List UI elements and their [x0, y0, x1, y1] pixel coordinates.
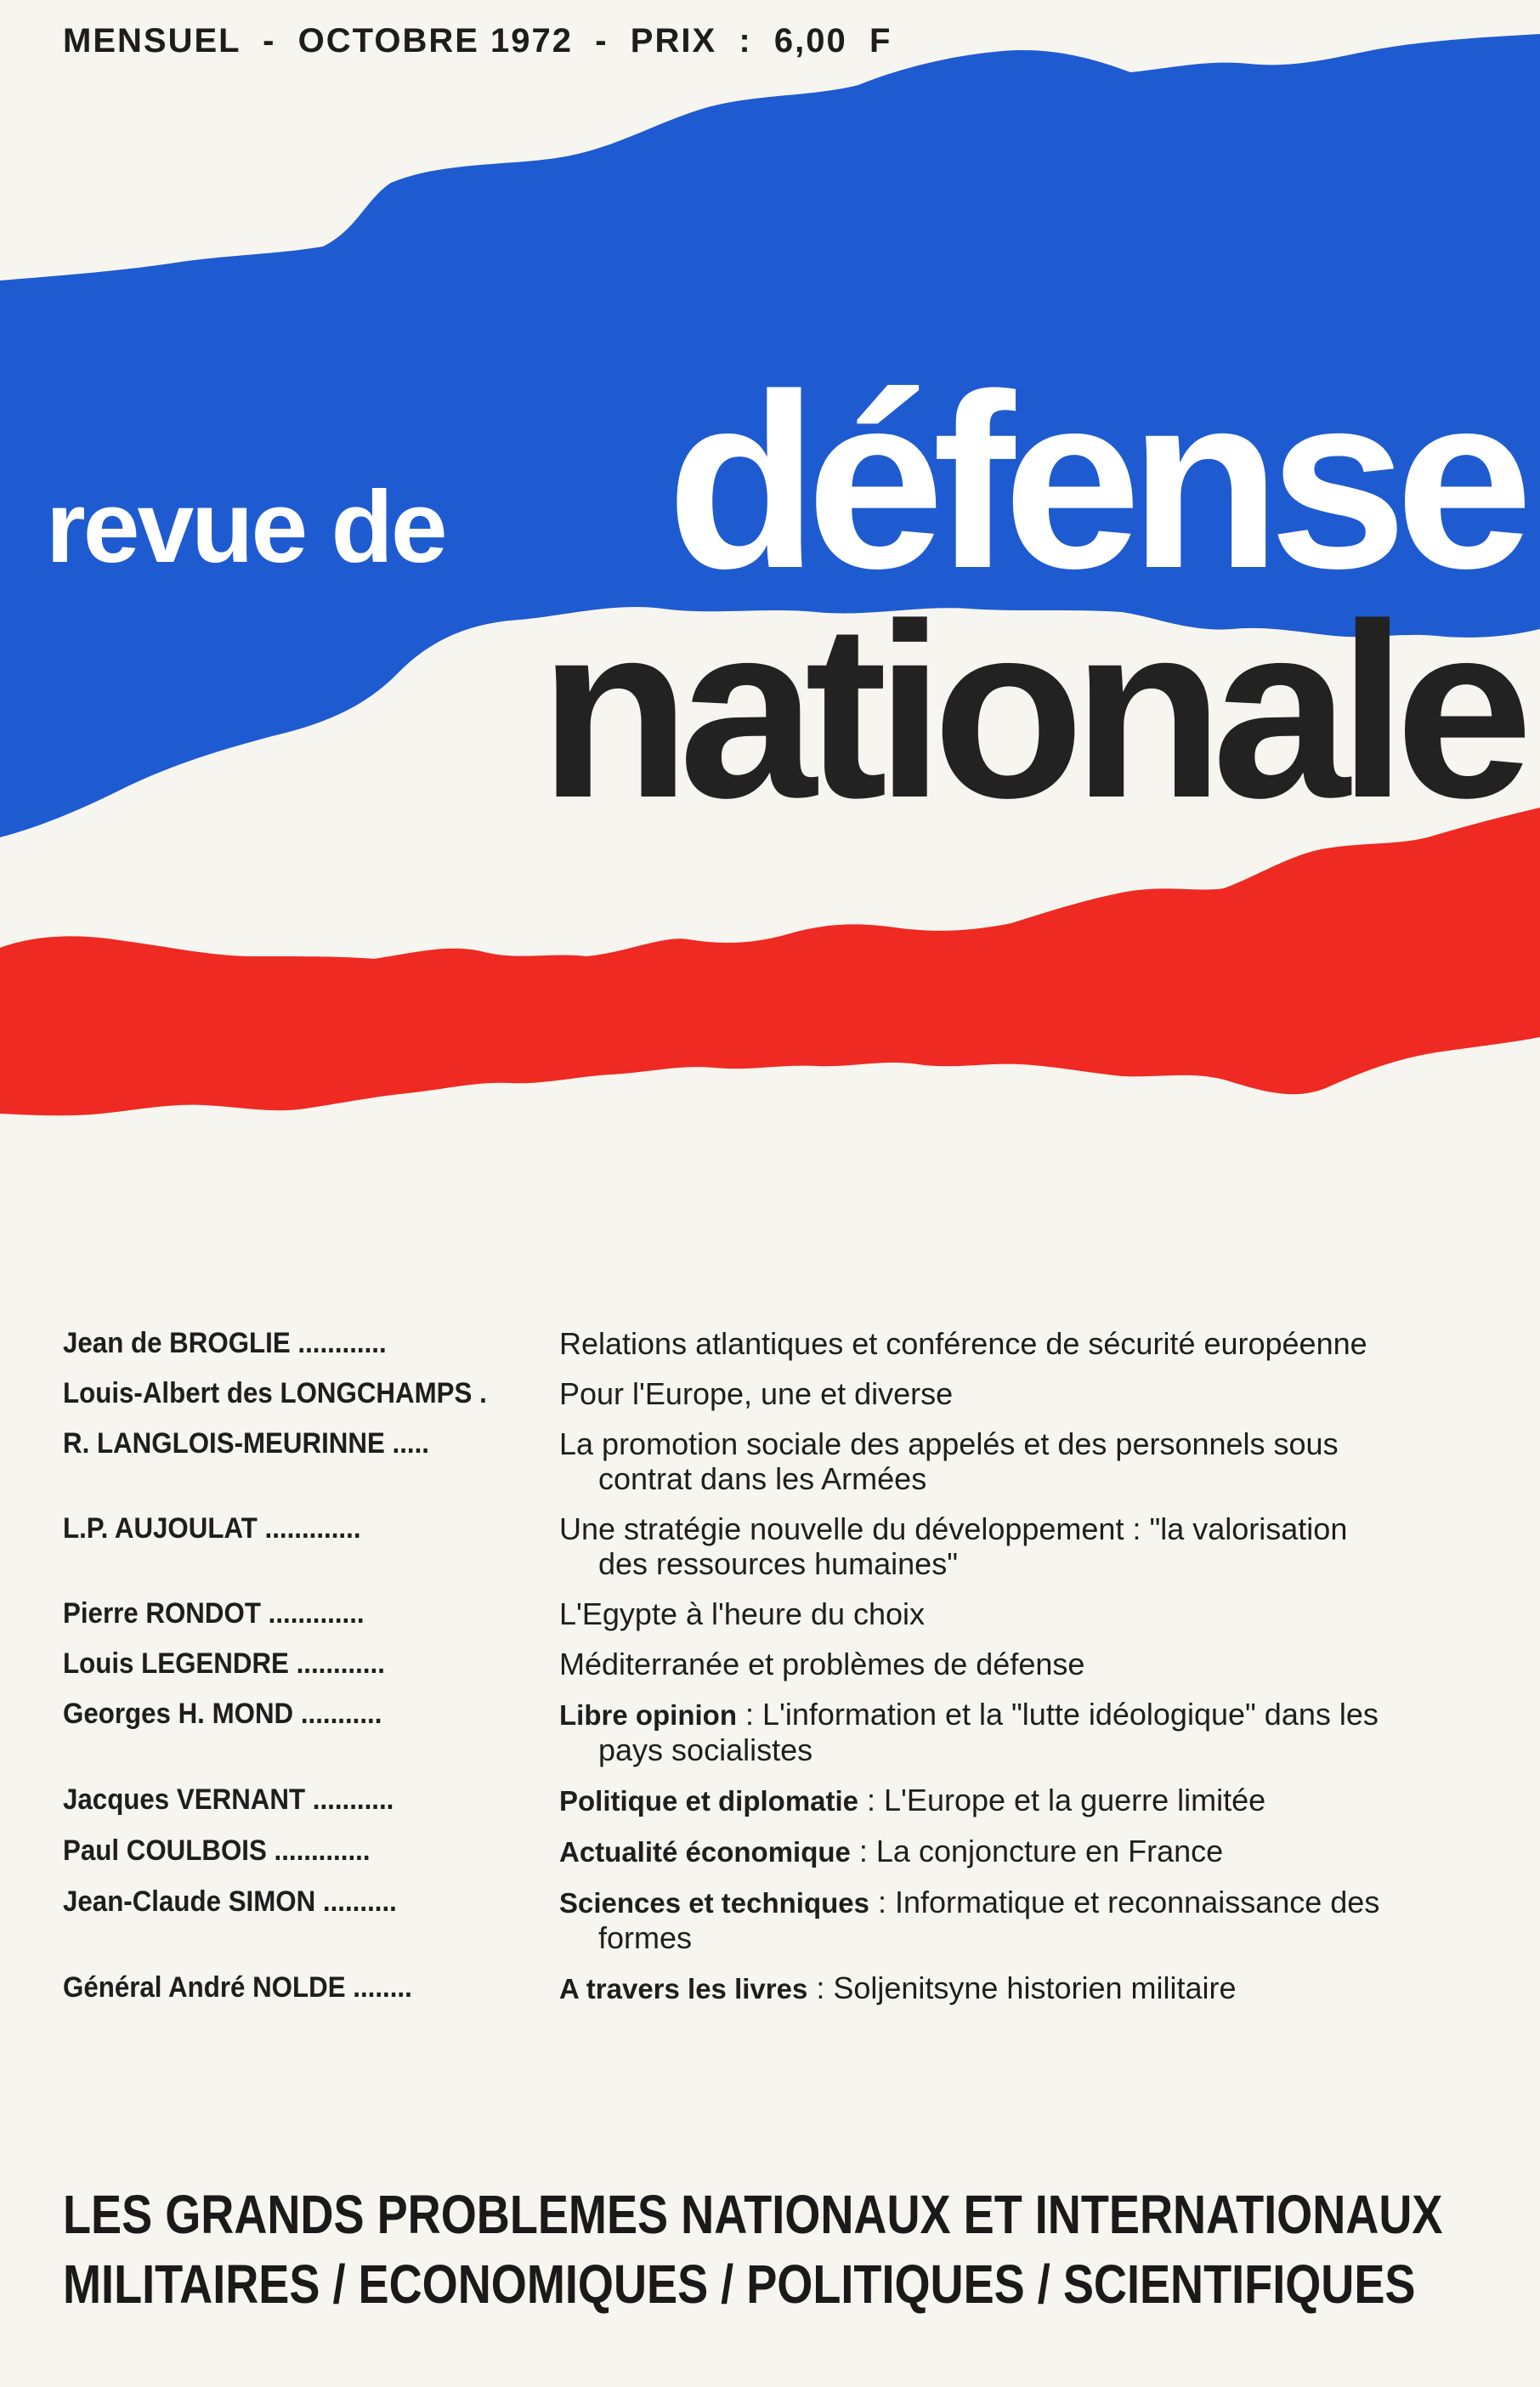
- toc-article-title-cont: formes: [598, 1920, 693, 1955]
- toc-author-name: Jacques VERNANT: [63, 1783, 306, 1816]
- toc-author: [63, 1697, 519, 1767]
- toc-author-name: Jean de BROGLIE: [63, 1327, 291, 1359]
- toc-article-title-cont: pays socialistes: [598, 1732, 813, 1767]
- toc-article-line: [559, 1885, 1379, 1919]
- toc-article-title: : L'Europe et la guerre limitée: [858, 1783, 1266, 1817]
- toc-author-name: Général André NOLDE: [63, 1971, 346, 2004]
- toc-leader-dots: ...........: [305, 1783, 394, 1816]
- toc-row: [63, 1783, 1491, 1818]
- toc-author: [63, 1970, 519, 2006]
- toc-article-line: [559, 1647, 1084, 1681]
- toc-article-line: [559, 1596, 925, 1631]
- toc-author-name: Jean-Claude SIMON: [63, 1885, 316, 1918]
- toc-author-name: Pierre RONDOT: [63, 1597, 261, 1630]
- toc-author-name: Louis LEGENDRE: [63, 1647, 289, 1680]
- toc-row: [63, 1596, 1491, 1631]
- toc-row: [63, 1697, 1491, 1767]
- toc-article: [559, 1970, 1491, 2006]
- table-of-contents: [63, 1326, 1491, 2021]
- toc-article-title: Relations atlantiques et conférence de sécurité européenne: [559, 1326, 1367, 1361]
- toc-row: [63, 1970, 1491, 2006]
- toc-article: [559, 1885, 1491, 1955]
- toc-article-title: : Soljenitsyne historien militaire: [807, 1970, 1237, 2005]
- toc-author: [63, 1511, 519, 1581]
- toc-author-name: Louis-Albert des LONGCHAMPS: [63, 1377, 473, 1409]
- toc-article-title: : L'information et la "lutte idéologique" dans les: [736, 1697, 1379, 1732]
- masthead-revue-de: revue de: [46, 470, 445, 584]
- toc-author-name: L.P. AUJOULAT: [63, 1512, 258, 1545]
- footer-tagline-1: LES GRANDS PROBLEMES NATIONAUX ET INTERNATIONAUX: [63, 2184, 1443, 2245]
- toc-article-title-cont: contrat dans les Armées: [598, 1461, 927, 1496]
- toc-leader-dots: .: [472, 1377, 487, 1409]
- toc-article-title-cont: des ressources humaines": [598, 1546, 958, 1581]
- toc-article-line: [559, 1697, 1379, 1732]
- toc-rubric: Politique et diplomatie: [559, 1785, 859, 1817]
- toc-article-line: [559, 1511, 1347, 1546]
- toc-row: [63, 1885, 1491, 1955]
- toc-author-name: R. LANGLOIS-MEURINNE: [63, 1427, 385, 1460]
- toc-rubric: Libre opinion: [559, 1699, 737, 1731]
- toc-leader-dots: .............: [266, 1834, 371, 1867]
- masthead-nationale: nationale: [539, 572, 1521, 849]
- toc-article-title: Pour l'Europe, une et diverse: [559, 1376, 954, 1411]
- toc-row: [63, 1426, 1491, 1496]
- toc-row: [63, 1376, 1491, 1411]
- toc-article: [559, 1596, 1491, 1631]
- toc-rubric: A travers les livres: [559, 1973, 808, 2004]
- red-torn-band: [0, 808, 1540, 1115]
- issue-info-line: MENSUEL - OCTOBRE 1972 - PRIX : 6,00 F: [63, 22, 892, 60]
- toc-author: [63, 1647, 519, 1681]
- toc-article-title: La promotion sociale des appelés et des personnels sous: [559, 1426, 1339, 1461]
- toc-article: [559, 1834, 1491, 1869]
- masthead-defense: défense: [666, 343, 1521, 620]
- toc-article-title: : Informatique et reconnaissance des: [869, 1885, 1380, 1919]
- toc-leader-dots: ............: [290, 1327, 387, 1359]
- toc-author: [63, 1376, 519, 1411]
- toc-author: [63, 1834, 519, 1869]
- toc-author: [63, 1783, 519, 1818]
- toc-rubric: Sciences et techniques: [559, 1887, 869, 1919]
- toc-row: [63, 1834, 1491, 1869]
- toc-article-line: [559, 1376, 953, 1411]
- toc-row: [63, 1647, 1491, 1681]
- toc-article: [559, 1697, 1491, 1767]
- toc-row: [63, 1511, 1491, 1581]
- toc-article: [559, 1783, 1491, 1818]
- toc-article-title: Une stratégie nouvelle du développement : "la valorisation: [559, 1511, 1348, 1546]
- toc-author: [63, 1326, 519, 1361]
- toc-leader-dots: .............: [257, 1512, 361, 1545]
- toc-article: [559, 1326, 1491, 1361]
- toc-row: [63, 1326, 1491, 1361]
- toc-article: [559, 1511, 1491, 1581]
- toc-article-line: [559, 1834, 1223, 1868]
- toc-article-title: Méditerranée et problèmes de défense: [559, 1647, 1085, 1681]
- toc-author: [63, 1596, 519, 1631]
- toc-author: [63, 1885, 519, 1955]
- toc-author-name: Georges H. MOND: [63, 1698, 294, 1730]
- toc-article-line: [559, 1326, 1367, 1361]
- toc-article-line: [559, 1970, 1237, 2005]
- toc-leader-dots: ..........: [315, 1885, 397, 1918]
- toc-author: [63, 1426, 519, 1496]
- toc-leader-dots: .............: [260, 1597, 365, 1630]
- toc-article-title: : La conjoncture en France: [850, 1834, 1224, 1868]
- toc-article: [559, 1376, 1491, 1411]
- toc-leader-dots: ............: [288, 1647, 385, 1680]
- toc-leader-dots: .....: [384, 1427, 429, 1460]
- toc-leader-dots: ........: [345, 1971, 412, 2004]
- toc-leader-dots: ...........: [293, 1698, 382, 1730]
- footer-tagline-2: MILITAIRES / ECONOMIQUES / POLITIQUES / SCIENTIFIQUES: [63, 2254, 1416, 2315]
- toc-article-line: [559, 1783, 1265, 1817]
- toc-article: [559, 1647, 1491, 1681]
- toc-article-title: L'Egypte à l'heure du choix: [559, 1596, 926, 1631]
- toc-rubric: Actualité économique: [559, 1836, 851, 1868]
- toc-article-line: [559, 1426, 1339, 1461]
- toc-author-name: Paul COULBOIS: [63, 1834, 267, 1867]
- toc-article: [559, 1426, 1491, 1496]
